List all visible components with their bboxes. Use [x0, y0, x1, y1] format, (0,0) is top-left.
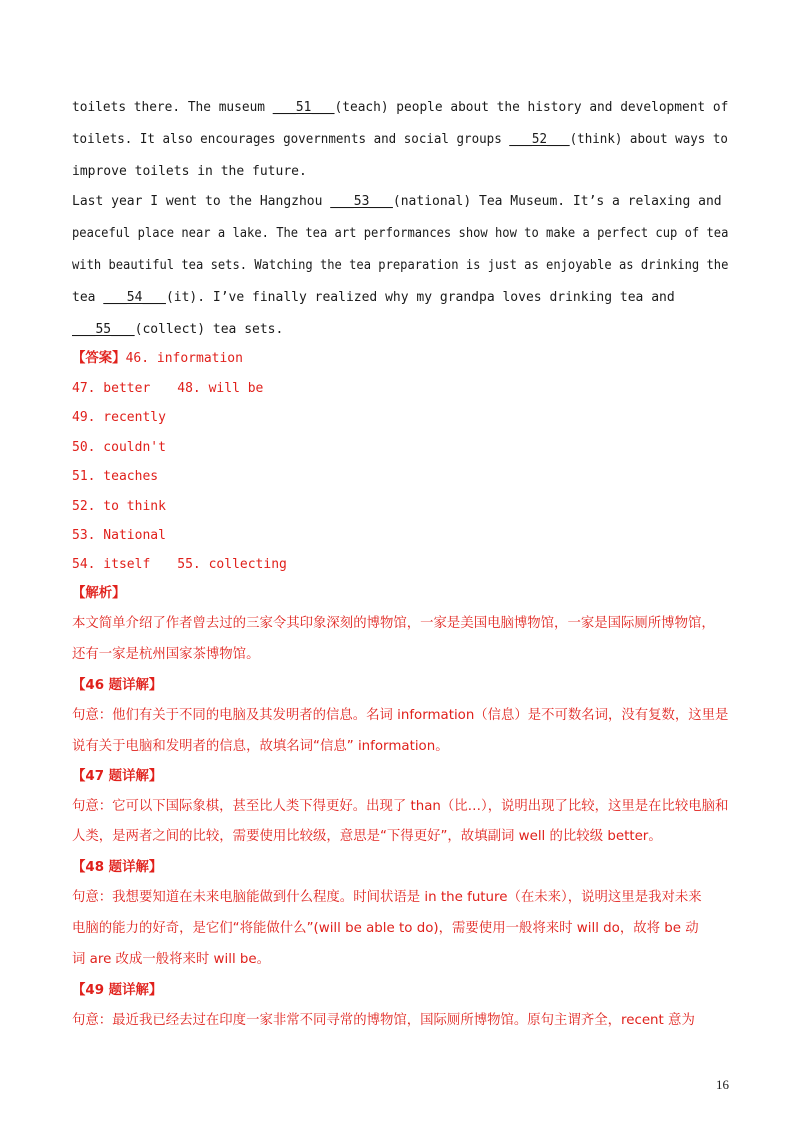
blank-55: ___55___ — [72, 322, 135, 337]
passage-text: tea — [72, 290, 104, 305]
passage-text: (teach) people about the history and development of — [334, 100, 729, 115]
answer-line — [72, 352, 243, 365]
blank-52: ___52___ — [509, 132, 570, 147]
passage-line — [72, 101, 728, 114]
blank-51: ___51___ — [272, 100, 335, 115]
blank-53: ___53___ — [330, 194, 393, 209]
passage-line: improve toilets in the future. — [72, 164, 307, 179]
q48-text: 句意：我想要知道在未来电脑能做到什么程度。时间状语是 in the future（在未来），说明这里是我对未来 — [72, 890, 702, 905]
q48-text: 电脑的能力的好奇，是它们“将能做什么”(will be able to do)，需要使用一般将来时 will do，故将 be 动 — [72, 921, 699, 936]
passage-line — [72, 195, 722, 208]
answer-46: 46. information — [125, 351, 243, 366]
answer-47: 47. better — [72, 381, 151, 396]
answer-53: 53. National — [72, 528, 166, 543]
passage-text: toilets there. The museum — [72, 100, 273, 115]
passage-text: (think) about ways to — [569, 132, 728, 147]
q47-label: 【47 题详解】 — [72, 769, 163, 784]
answer-54: 54. itself — [72, 557, 151, 572]
answer-49: 49. recently — [72, 410, 166, 425]
answer-line — [72, 382, 263, 395]
passage-line — [72, 323, 283, 336]
answer-48: 48. will be — [177, 381, 264, 396]
blank-54: ___54___ — [103, 290, 166, 305]
q46-label: 【46 题详解】 — [72, 678, 163, 693]
q47-text: 人类，是两者之间的比较，需要使用比较级，意思是“下得更好”，故填副词 well 的比较级 better。 — [72, 829, 662, 844]
q49-label: 【49 题详解】 — [72, 983, 163, 998]
answer-50: 50. couldn't — [72, 440, 166, 455]
passage-text: toilets. It also encourages governments and social groups — [72, 132, 510, 147]
answer-55: 55. collecting — [177, 557, 287, 572]
analysis-text: 本文简单介绍了作者曾去过的三家令其印象深刻的博物馆，一家是美国电脑博物馆，一家是国际厕所博物馆， — [72, 616, 715, 631]
analysis-label: 【解析】 — [72, 586, 126, 601]
passage-text: (it). I’ve finally realized why my grandpa loves drinking tea and — [165, 290, 675, 305]
answer-line — [72, 558, 287, 571]
answer-51: 51. teaches — [72, 469, 159, 484]
q46-text: 句意：他们有关于不同的电脑及其发明者的信息。名词 information（信息）是不可数名词，没有复数，这里是 — [72, 708, 729, 723]
q46-text: 说有关于电脑和发明者的信息，故填名词“信息” information。 — [72, 739, 449, 754]
passage-line — [72, 291, 675, 304]
passage-text: (collect) tea sets. — [134, 322, 284, 337]
passage-line — [72, 133, 728, 146]
answer-label: 【答案】 — [72, 351, 126, 366]
passage-line: with beautiful tea sets. Watching the tea preparation is just as enjoyable as drinking the — [72, 258, 729, 273]
answer-52: 52. to think — [72, 499, 166, 514]
analysis-text: 还有一家是杭州国家茶博物馆。 — [72, 647, 260, 662]
q47-text: 句意：它可以下国际象棋，甚至比人类下得更好。出现了 than（比…），说明出现了比较，这里是在比较电脑和 — [72, 799, 729, 814]
page-number: 16 — [716, 1077, 729, 1092]
passage-line: peaceful place near a lake. The tea art performances show how to make a perfect cup of tea — [72, 226, 729, 241]
q49-text: 句意：最近我已经去过在印度一家非常不同寻常的博物馆，国际厕所博物馆。原句主谓齐全，recent 意为 — [72, 1013, 695, 1028]
q48-text: 词 are 改成一般将来时 will be。 — [72, 952, 271, 967]
passage-text: Last year I went to the Hangzhou — [72, 194, 331, 209]
passage-text: (national) Tea Museum. It’s a relaxing and — [392, 194, 722, 209]
q48-label: 【48 题详解】 — [72, 860, 163, 875]
